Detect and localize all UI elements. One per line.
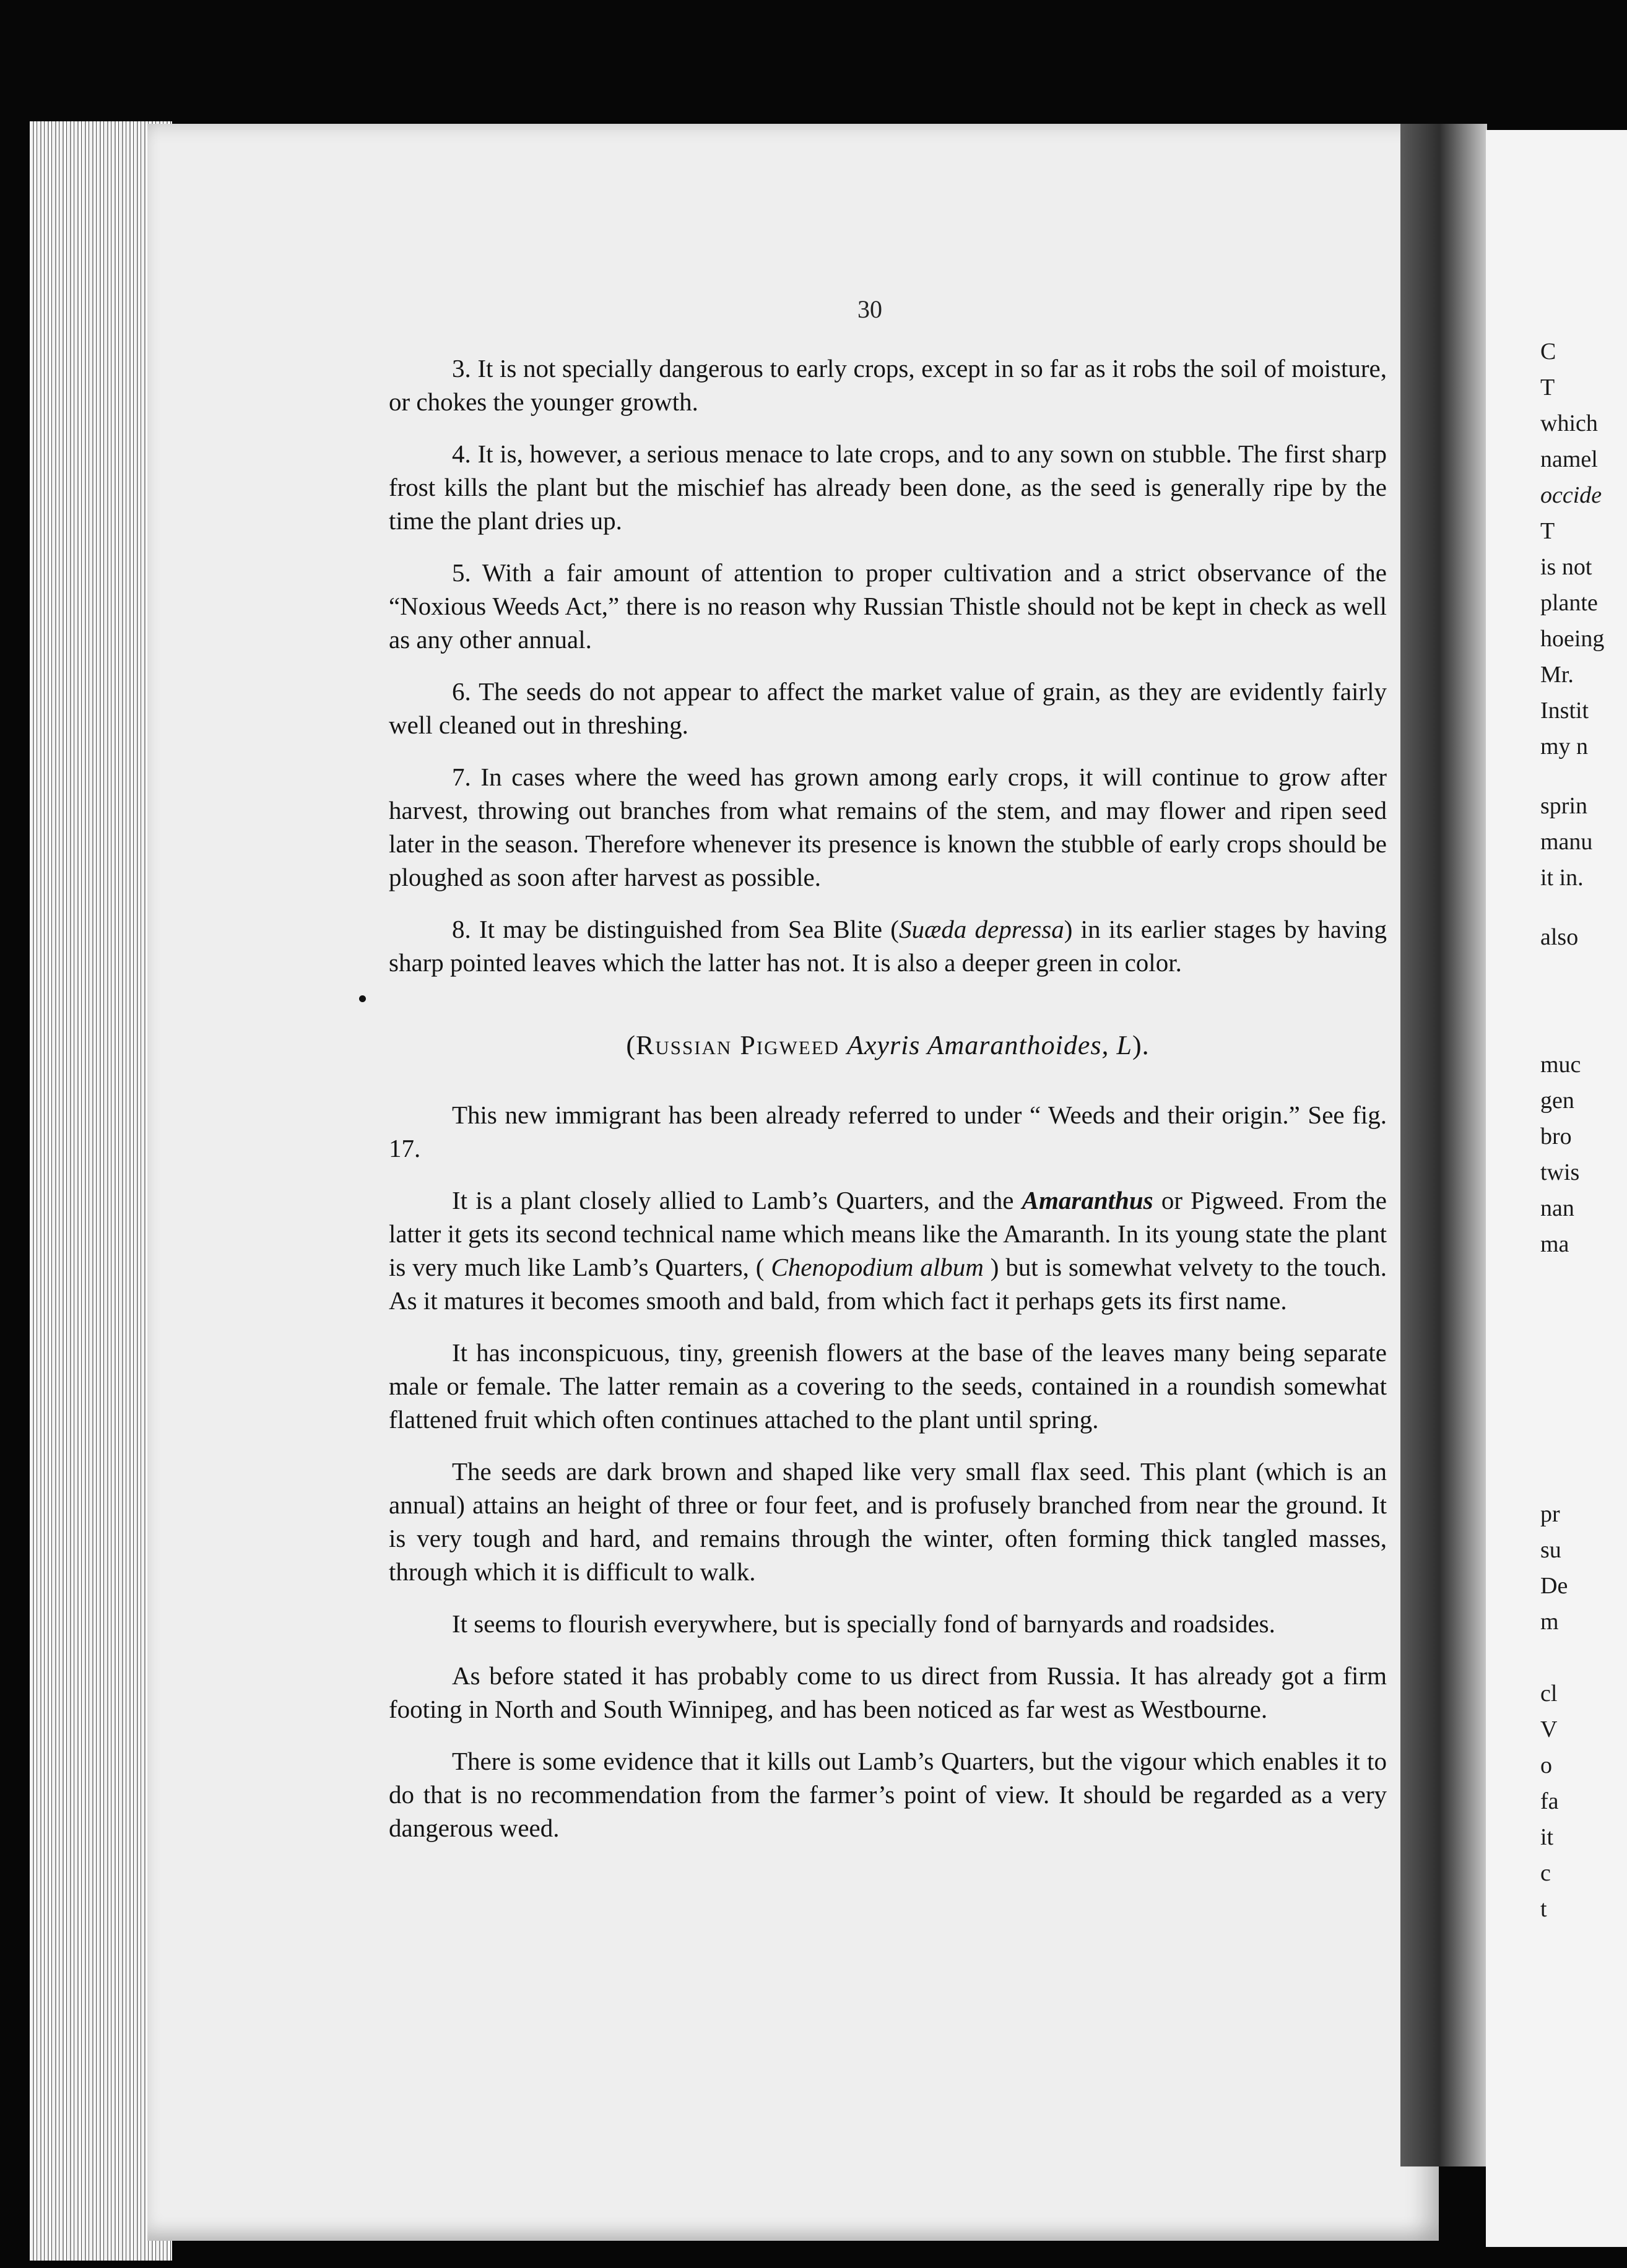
heading-latin-name: Axyris Amaranthoides, L <box>847 1030 1132 1060</box>
paragraph-text: It is a plant closely allied to Lamb’s Quarters, and the <box>452 1186 1022 1214</box>
page-body <box>389 352 1387 1863</box>
facing-fragment: o <box>1540 1752 1552 1778</box>
gutter-shadow <box>1400 124 1487 2166</box>
paragraph: It seems to flourish everywhere, but is specially fond of barnyards and roadsides. <box>452 1609 1275 1638</box>
latin-name: Suæda depressa <box>898 915 1064 943</box>
facing-fragment: sprin <box>1540 793 1587 819</box>
facing-fragment: C <box>1540 339 1556 365</box>
facing-fragment: V <box>1540 1716 1558 1742</box>
paragraph: It has inconspicuous, tiny, greenish flowers at the base of the leaves many being separate male or female. The latter remain as a covering to the seeds, contained in a roundish somewhat flattened fruit which often continues attached to the plant until spring. <box>389 1338 1387 1434</box>
facing-fragment: it <box>1540 1824 1554 1850</box>
facing-fragment: muc <box>1540 1052 1581 1078</box>
facing-fragment: it in. <box>1540 865 1584 891</box>
facing-fragment: bro <box>1540 1123 1572 1149</box>
facing-fragment: occide <box>1540 482 1602 508</box>
facing-fragment: is not <box>1540 554 1592 580</box>
paragraph: This new immigrant has been already referred to under “ Weeds and their origin.” See fig. 17. <box>389 1101 1387 1162</box>
paragraph: There is some evidence that it kills out Lamb’s Quarters, but the vigour which enables it to do that is no recommendation from the farmer’s point of view. It should be regarded as a very dangerous weed. <box>389 1747 1387 1842</box>
facing-fragment: gen <box>1540 1088 1574 1114</box>
list-item <box>389 912 1387 979</box>
list-item: 7. In cases where the weed has grown among early crops, it will continue to grow after harvest, throwing out branches from what remains of the stem, and may flower and ripen seed later in the season. Therefore whenever its presence is known the stubble of early crops should be ploughed as soon after harvest as possible. <box>389 763 1387 891</box>
facing-page-text <box>1540 334 1627 1928</box>
latin-name: Chenopodium album <box>771 1253 984 1281</box>
margin-ink-dot <box>359 995 366 1002</box>
paragraph: The seeds are dark brown and shaped like very small flax seed. This plant (which is an annual) attains an height of three or four feet, and is profusely branched from near the ground. It is very tough and hard, and remains through the winter, often forming thick tangled masses, through which it is difficult to walk. <box>389 1457 1387 1586</box>
item-text: ) in its earlier stages by having sharp pointed leaves which the latter has not. It is also a deeper green in color. <box>389 915 1387 977</box>
facing-fragment: manu <box>1540 829 1593 855</box>
paragraph: As before stated it has probably come to us direct from Russia. It has already got a firm footing in North and South Winnipeg, and has been noticed as far west as Westbourne. <box>389 1661 1387 1723</box>
facing-fragment: also <box>1540 924 1579 950</box>
heading-paren: ( <box>626 1030 636 1060</box>
latin-name: Amaranthus <box>1022 1186 1153 1214</box>
facing-fragment: Mr. <box>1540 662 1574 688</box>
facing-fragment: which <box>1540 410 1598 436</box>
heading-paren: ). <box>1132 1030 1150 1060</box>
section-heading <box>389 1029 1387 1062</box>
list-item: 4. It is, however, a serious menace to late crops, and to any sown on stubble. The first sharp frost kills the plant but the mischief has already been done, as the seed is generally ripe by the time the plant dries up. <box>389 439 1387 535</box>
list-item: 3. It is not specially dangerous to early crops, except in so far as it robs the soil of moisture, or chokes the younger growth. <box>389 354 1387 416</box>
facing-fragment: c <box>1540 1860 1551 1886</box>
paragraph-text: or Pigweed. From the latter it gets its second technical name which means like the Amaranth. In its young state the plant is very much like Lamb’s Quarters, ( <box>389 1186 1387 1281</box>
facing-fragment: plante <box>1540 590 1598 616</box>
facing-fragment: fa <box>1540 1788 1559 1814</box>
heading-common-name: Russian Pigweed <box>636 1030 840 1060</box>
facing-fragment: my n <box>1540 734 1589 760</box>
item-text: 8. It may be distinguished from Sea Blite ( <box>452 915 899 943</box>
facing-fragment: namel <box>1540 446 1598 472</box>
paragraph <box>389 1184 1387 1317</box>
facing-fragment: su <box>1540 1537 1561 1563</box>
list-item: 6. The seeds do not appear to affect the market value of grain, as they are evidently fairly well cleaned out in threshing. <box>389 677 1387 739</box>
paragraph-text: ) but is somewhat velvety to the touch. As it matures it becomes smooth and bald, from which fact it perhaps gets its first name. <box>389 1253 1387 1315</box>
facing-fragment: T <box>1540 374 1555 400</box>
facing-fragment: De <box>1540 1573 1568 1599</box>
list-item: 5. With a fair amount of attention to proper cultivation and a strict observance of the “Noxious Weeds Act,” there is no reason why Russian Thistle should not be kept in check as well as any other annual. <box>389 558 1387 654</box>
facing-fragment: pr <box>1540 1501 1560 1527</box>
facing-fragment: Instit <box>1540 698 1589 724</box>
facing-fragment: hoeing <box>1540 626 1605 652</box>
facing-fragment: t <box>1540 1896 1547 1922</box>
facing-fragment: nan <box>1540 1195 1574 1221</box>
facing-fragment: twis <box>1540 1159 1580 1185</box>
page-number: 30 <box>857 295 882 323</box>
facing-fragment: cl <box>1540 1681 1558 1707</box>
facing-fragment: m <box>1540 1609 1559 1635</box>
facing-fragment: ma <box>1540 1231 1569 1257</box>
facing-fragment: T <box>1540 518 1555 544</box>
